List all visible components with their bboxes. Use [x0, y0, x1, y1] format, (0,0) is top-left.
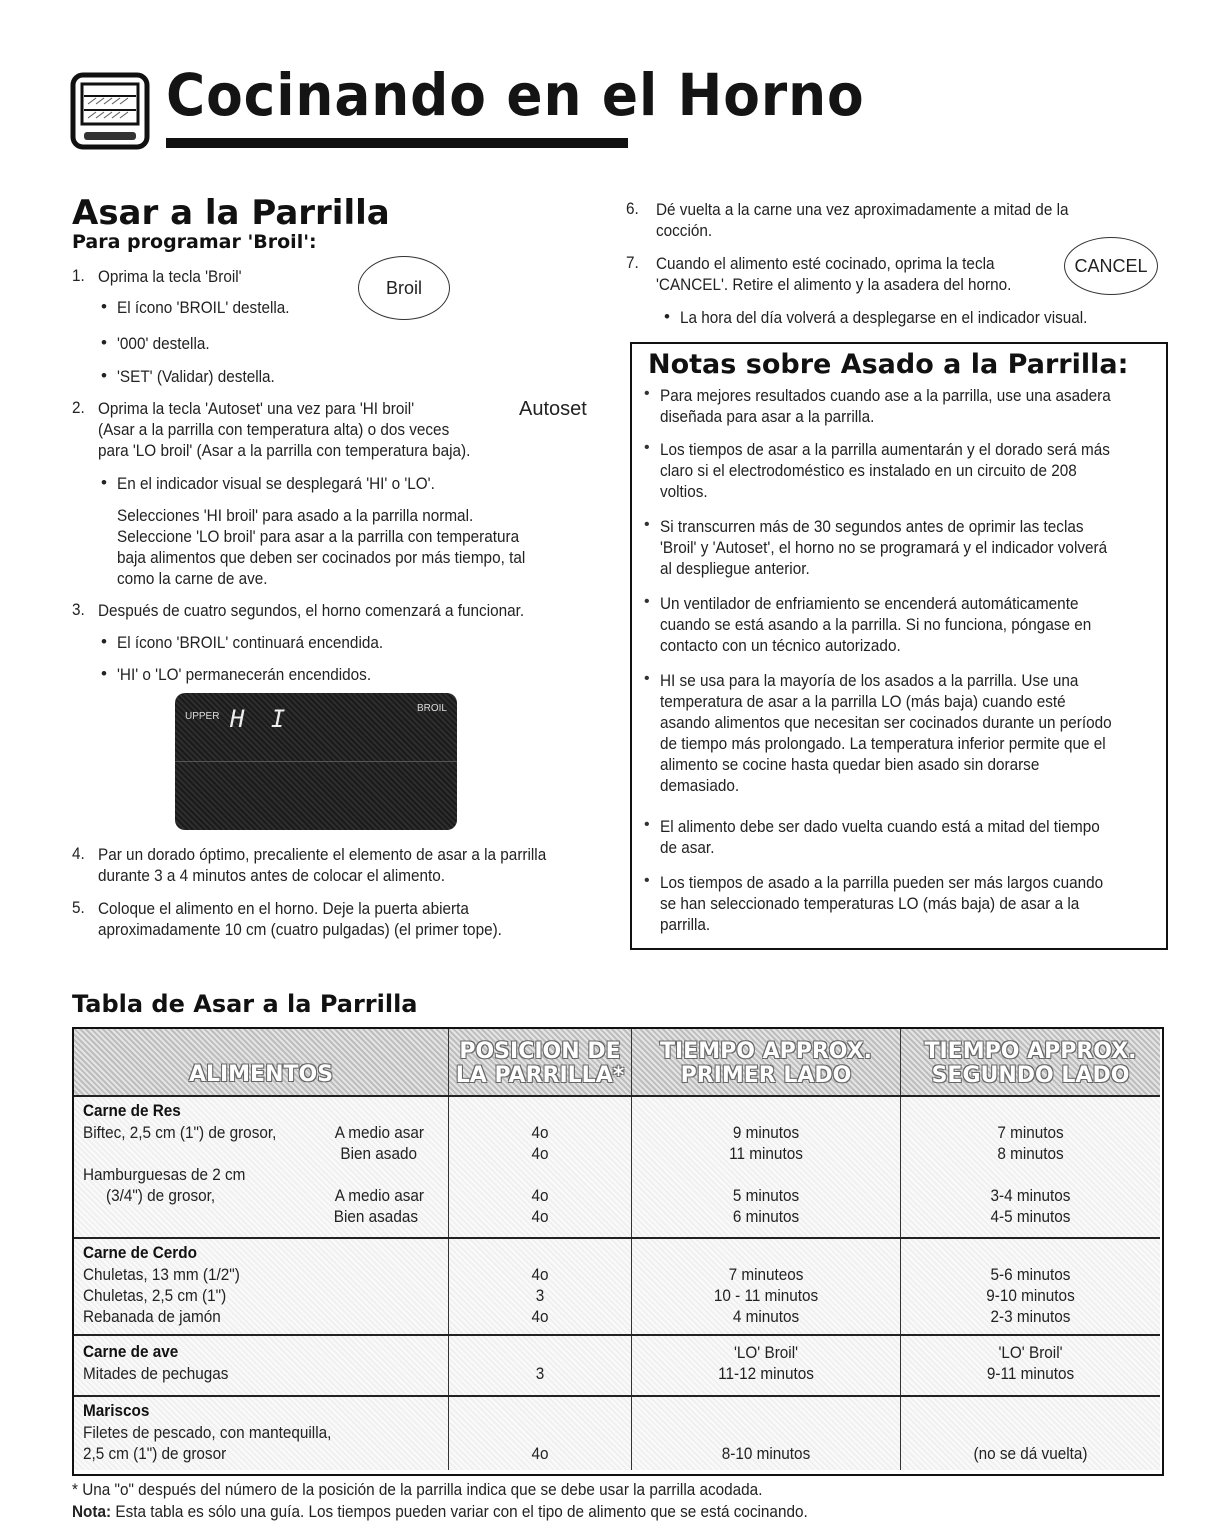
bullet-icon: •	[644, 816, 650, 833]
table-cell-food: Hamburguesas de 2 cm	[83, 1165, 246, 1184]
step-number: 2.	[72, 398, 85, 417]
step-number: 5.	[72, 898, 85, 917]
bullet-icon: •	[101, 632, 107, 651]
note-line: voltios.	[660, 482, 708, 501]
table-header-cell: LA PARRILLA*	[455, 1063, 625, 1088]
table-row-divider	[74, 1237, 1160, 1239]
table-cell-food: (3/4") de grosor,	[106, 1186, 216, 1205]
note-text: baja alimentos que deben ser cocinados por más tiempo, tal	[117, 548, 526, 567]
bullet-icon: •	[644, 670, 650, 687]
bullet-text: El ícono 'BROIL' destella.	[117, 298, 290, 317]
step-text-cont: (Asar a la parrilla con temperatura alta) o dos veces	[98, 420, 450, 439]
step-number: 3.	[72, 600, 85, 619]
table-row-divider	[74, 1395, 1160, 1397]
bullet-icon: •	[644, 439, 650, 456]
bullet-icon: •	[644, 516, 650, 533]
oven-icon	[70, 72, 150, 150]
table-cell-time1: 4 minutos	[732, 1307, 800, 1326]
step-text: Oprima la tecla 'Autoset' una vez para 'HI broil'	[98, 399, 415, 418]
step-text-cont: durante 3 a 4 minutos antes de colocar el alimento.	[98, 866, 446, 885]
note-line: de asar.	[660, 838, 715, 857]
table-cell-doneness: Bien asado	[340, 1144, 417, 1163]
step-text: Oprima la tecla 'Broil'	[98, 267, 242, 286]
table-cell-food: Mitades de pechugas	[83, 1364, 229, 1383]
table-cell-position: 4o	[531, 1265, 549, 1284]
note-line: Para mejores resultados cuando ase a la parrilla, use una asadera	[660, 386, 1111, 405]
bullet-text: 'SET' (Validar) destella.	[117, 367, 275, 386]
bullet-icon: •	[644, 385, 650, 402]
note-text: Seleccione 'LO broil' para asar a la parrilla con temperatura	[117, 527, 520, 546]
table-cell-time1: 5 minutos	[732, 1186, 800, 1205]
step-text-cont: para 'LO broil' (Asar a la parrilla con temperatura baja).	[98, 441, 471, 460]
table-category: Carne de Cerdo	[83, 1243, 197, 1262]
table-cell-food: Chuletas, 13 mm (1/2")	[83, 1265, 240, 1284]
table-cell-position: 4o	[531, 1144, 549, 1163]
bullet-text: La hora del día volverá a desplegarse en el indicador visual.	[680, 308, 1088, 327]
table-cell-time2: 'LO' Broil'	[998, 1343, 1063, 1362]
step-number: 4.	[72, 844, 85, 863]
table-category: Mariscos	[83, 1401, 150, 1420]
step-number: 6.	[626, 199, 639, 218]
display-value: H I	[230, 705, 292, 733]
table-cell-time2: 8 minutos	[997, 1144, 1064, 1163]
table-cell-time2: 5-6 minutos	[990, 1265, 1071, 1284]
table-cell-time2: (no se dá vuelta)	[973, 1444, 1088, 1463]
note-line: asando alimentos que necesitan ser cocinados durante un período	[660, 713, 1112, 732]
step-text-cont: 'CANCEL'. Retire el alimento y la asadera del horno.	[656, 275, 1012, 294]
table-header-cell: TIEMPO APPROX.	[659, 1039, 873, 1064]
table-cell-position: 3	[535, 1364, 545, 1383]
table-cell-doneness: A medio asar	[334, 1186, 424, 1205]
title-underline	[166, 138, 628, 148]
note-text: como la carne de ave.	[117, 569, 268, 588]
notes-title: Notas sobre Asado a la Parrilla:	[648, 349, 1129, 380]
note-label: Nota:	[72, 1502, 112, 1521]
table-cell-position: 4o	[531, 1307, 549, 1326]
table-cell-time2: 2-3 minutos	[990, 1307, 1071, 1326]
display-upper-label: UPPER	[185, 711, 220, 722]
table-title: Tabla de Asar a la Parrilla	[72, 990, 418, 1018]
table-cell-position: 4o	[531, 1444, 549, 1463]
table-cell-time1: 'LO' Broil'	[733, 1343, 799, 1362]
step-text-cont: aproximadamente 10 cm (cuatro pulgadas) (el primer tope).	[98, 920, 502, 939]
table-cell-time2: 7 minutos	[997, 1123, 1064, 1142]
note-line: contacto con un técnico autorizado.	[660, 636, 901, 655]
note-line: se han seleccionado temperaturas LO (más baja) de asar a la	[660, 894, 1080, 913]
table-row-divider	[74, 1334, 1160, 1336]
table-cell-position: 4o	[531, 1207, 549, 1226]
step-text: Cuando el alimento esté cocinado, oprima la tecla	[656, 254, 995, 273]
note-line: Si transcurren más de 30 segundos antes de oprimir las teclas	[660, 517, 1084, 536]
bullet-text: '000' destella.	[117, 334, 210, 353]
section-heading: Asar a la Parrilla	[72, 193, 390, 233]
table-cell-time1: 8-10 minutos	[721, 1444, 811, 1463]
bullet-icon: •	[101, 473, 107, 492]
bullet-text: El ícono 'BROIL' continuará encendida.	[117, 633, 384, 652]
autoset-key-button[interactable]: Autoset	[519, 398, 587, 420]
note-line: Los tiempos de asado a la parrilla pueden ser más largos cuando	[660, 873, 1104, 892]
bullet-text: En el indicador visual se desplegará 'HI' o 'LO'.	[117, 474, 435, 493]
footnote-note	[72, 1502, 808, 1522]
note-line: alimento se cocine hasta quedar bien asado sin dorarse	[660, 755, 1040, 774]
table-cell-time1: 7 minuteos	[728, 1265, 804, 1284]
step-number: 1.	[72, 266, 85, 285]
bullet-icon: •	[101, 664, 107, 683]
note-line: demasiado.	[660, 776, 740, 795]
table-cell-time2: 9-10 minutos	[986, 1286, 1075, 1305]
step-text: Después de cuatro segundos, el horno comenzará a funcionar.	[98, 601, 525, 620]
section-subheading: Para programar 'Broil':	[72, 231, 317, 253]
display-divider	[175, 761, 457, 762]
table-category: Carne de ave	[83, 1342, 179, 1361]
step-text-cont: cocción.	[656, 221, 713, 240]
note-line: parrilla.	[660, 915, 711, 934]
broil-key-button[interactable]: Broil	[358, 256, 450, 320]
table-cell-food: Rebanada de jamón	[83, 1307, 221, 1326]
page-title: Cocinando en el Horno	[166, 61, 865, 129]
table-cell-food: Biftec, 2,5 cm (1") de grosor,	[83, 1123, 277, 1142]
table-cell-time1: 9 minutos	[732, 1123, 800, 1142]
bullet-icon: •	[101, 297, 107, 316]
display-broil-label: BROIL	[416, 703, 447, 714]
note-line: HI se usa para la mayoría de los asados a la parrilla. Use una	[660, 671, 1079, 690]
oven-display-panel	[175, 693, 457, 830]
note-line: Los tiempos de asar a la parrilla aumentarán y el dorado será más	[660, 440, 1110, 459]
table-cell-food: Filetes de pescado, con mantequilla,	[83, 1423, 332, 1442]
note-line: 'Broil' y 'Autoset', el horno no se programará y el indicador volverá	[660, 538, 1108, 557]
table-cell-time2: 3-4 minutos	[990, 1186, 1071, 1205]
bullet-text: 'HI' o 'LO' permanecerán encendidos.	[117, 665, 372, 684]
step-number: 7.	[626, 253, 639, 272]
bullet-icon: •	[101, 333, 107, 352]
table-cell-doneness: A medio asar	[334, 1123, 424, 1142]
table-cell-time2: 4-5 minutos	[990, 1207, 1071, 1226]
note-text: Selecciones 'HI broil' para asado a la parrilla normal.	[117, 506, 474, 525]
bullet-icon: •	[101, 366, 107, 385]
step-text: Par un dorado óptimo, precaliente el elemento de asar a la parrilla	[98, 845, 547, 864]
table-cell-time2: 9-11 minutos	[986, 1364, 1075, 1383]
table-header-cell: PRIMER LADO	[680, 1063, 852, 1088]
footnote: * Una "o" después del número de la posición de la parrilla indica que se debe usar la parrilla acodada.	[72, 1480, 763, 1499]
table-cell-food: Chuletas, 2,5 cm (1")	[83, 1286, 227, 1305]
table-cell-position: 3	[535, 1286, 545, 1305]
note-line: al despliegue anterior.	[660, 559, 810, 578]
note-line: de tiempo más prolongado. La temperatura inferior permite que el	[660, 734, 1106, 753]
cancel-key-button[interactable]: CANCEL	[1064, 237, 1158, 295]
table-cell-position: 4o	[531, 1123, 549, 1142]
table-category: Carne de Res	[83, 1101, 181, 1120]
table-cell-food: 2,5 cm (1") de grosor	[83, 1444, 227, 1463]
table-cell-time1: 11-12 minutos	[718, 1364, 814, 1383]
bullet-icon: •	[664, 307, 670, 326]
table-cell-time1: 6 minutos	[732, 1207, 800, 1226]
bullet-icon: •	[644, 593, 650, 610]
note-line: diseñada para asar a la parrilla.	[660, 407, 875, 426]
note-line: cuando se está asando a la parrilla. Si no funciona, póngase en	[660, 615, 1092, 634]
step-text: Coloque el alimento en el horno. Deje la puerta abierta	[98, 899, 469, 918]
table-header-cell: SEGUNDO LADO	[931, 1063, 1130, 1088]
table-cell-time1: 10 - 11 minutos	[713, 1286, 819, 1305]
bullet-icon: •	[644, 872, 650, 889]
note-line: temperatura de asar a la parrilla LO (más baja) cuando esté	[660, 692, 1066, 711]
table-cell-doneness: Bien asadas	[333, 1207, 418, 1226]
table-row-divider	[74, 1095, 1160, 1097]
step-text: Dé vuelta a la carne una vez aproximadamente a mitad de la	[656, 200, 1069, 219]
note-line: Un ventilador de enfriamiento se encenderá automáticamente	[660, 594, 1079, 613]
table-header-cell: ALIMENTOS	[188, 1062, 334, 1087]
note-line: El alimento debe ser dado vuelta cuando está a mitad del tiempo	[660, 817, 1100, 836]
note-line: claro si el electrodoméstico es instalado en un circuito de 208	[660, 461, 1077, 480]
table-header-cell: POSICION DE	[459, 1039, 621, 1064]
table-cell-position: 4o	[531, 1186, 549, 1205]
table-header-cell: TIEMPO APPROX.	[924, 1039, 1137, 1064]
note-text: Esta tabla es sólo una guía. Los tiempos pueden variar con el tipo de alimento que se está cocinando.	[115, 1502, 808, 1521]
table-cell-time1: 11 minutos	[729, 1144, 803, 1163]
